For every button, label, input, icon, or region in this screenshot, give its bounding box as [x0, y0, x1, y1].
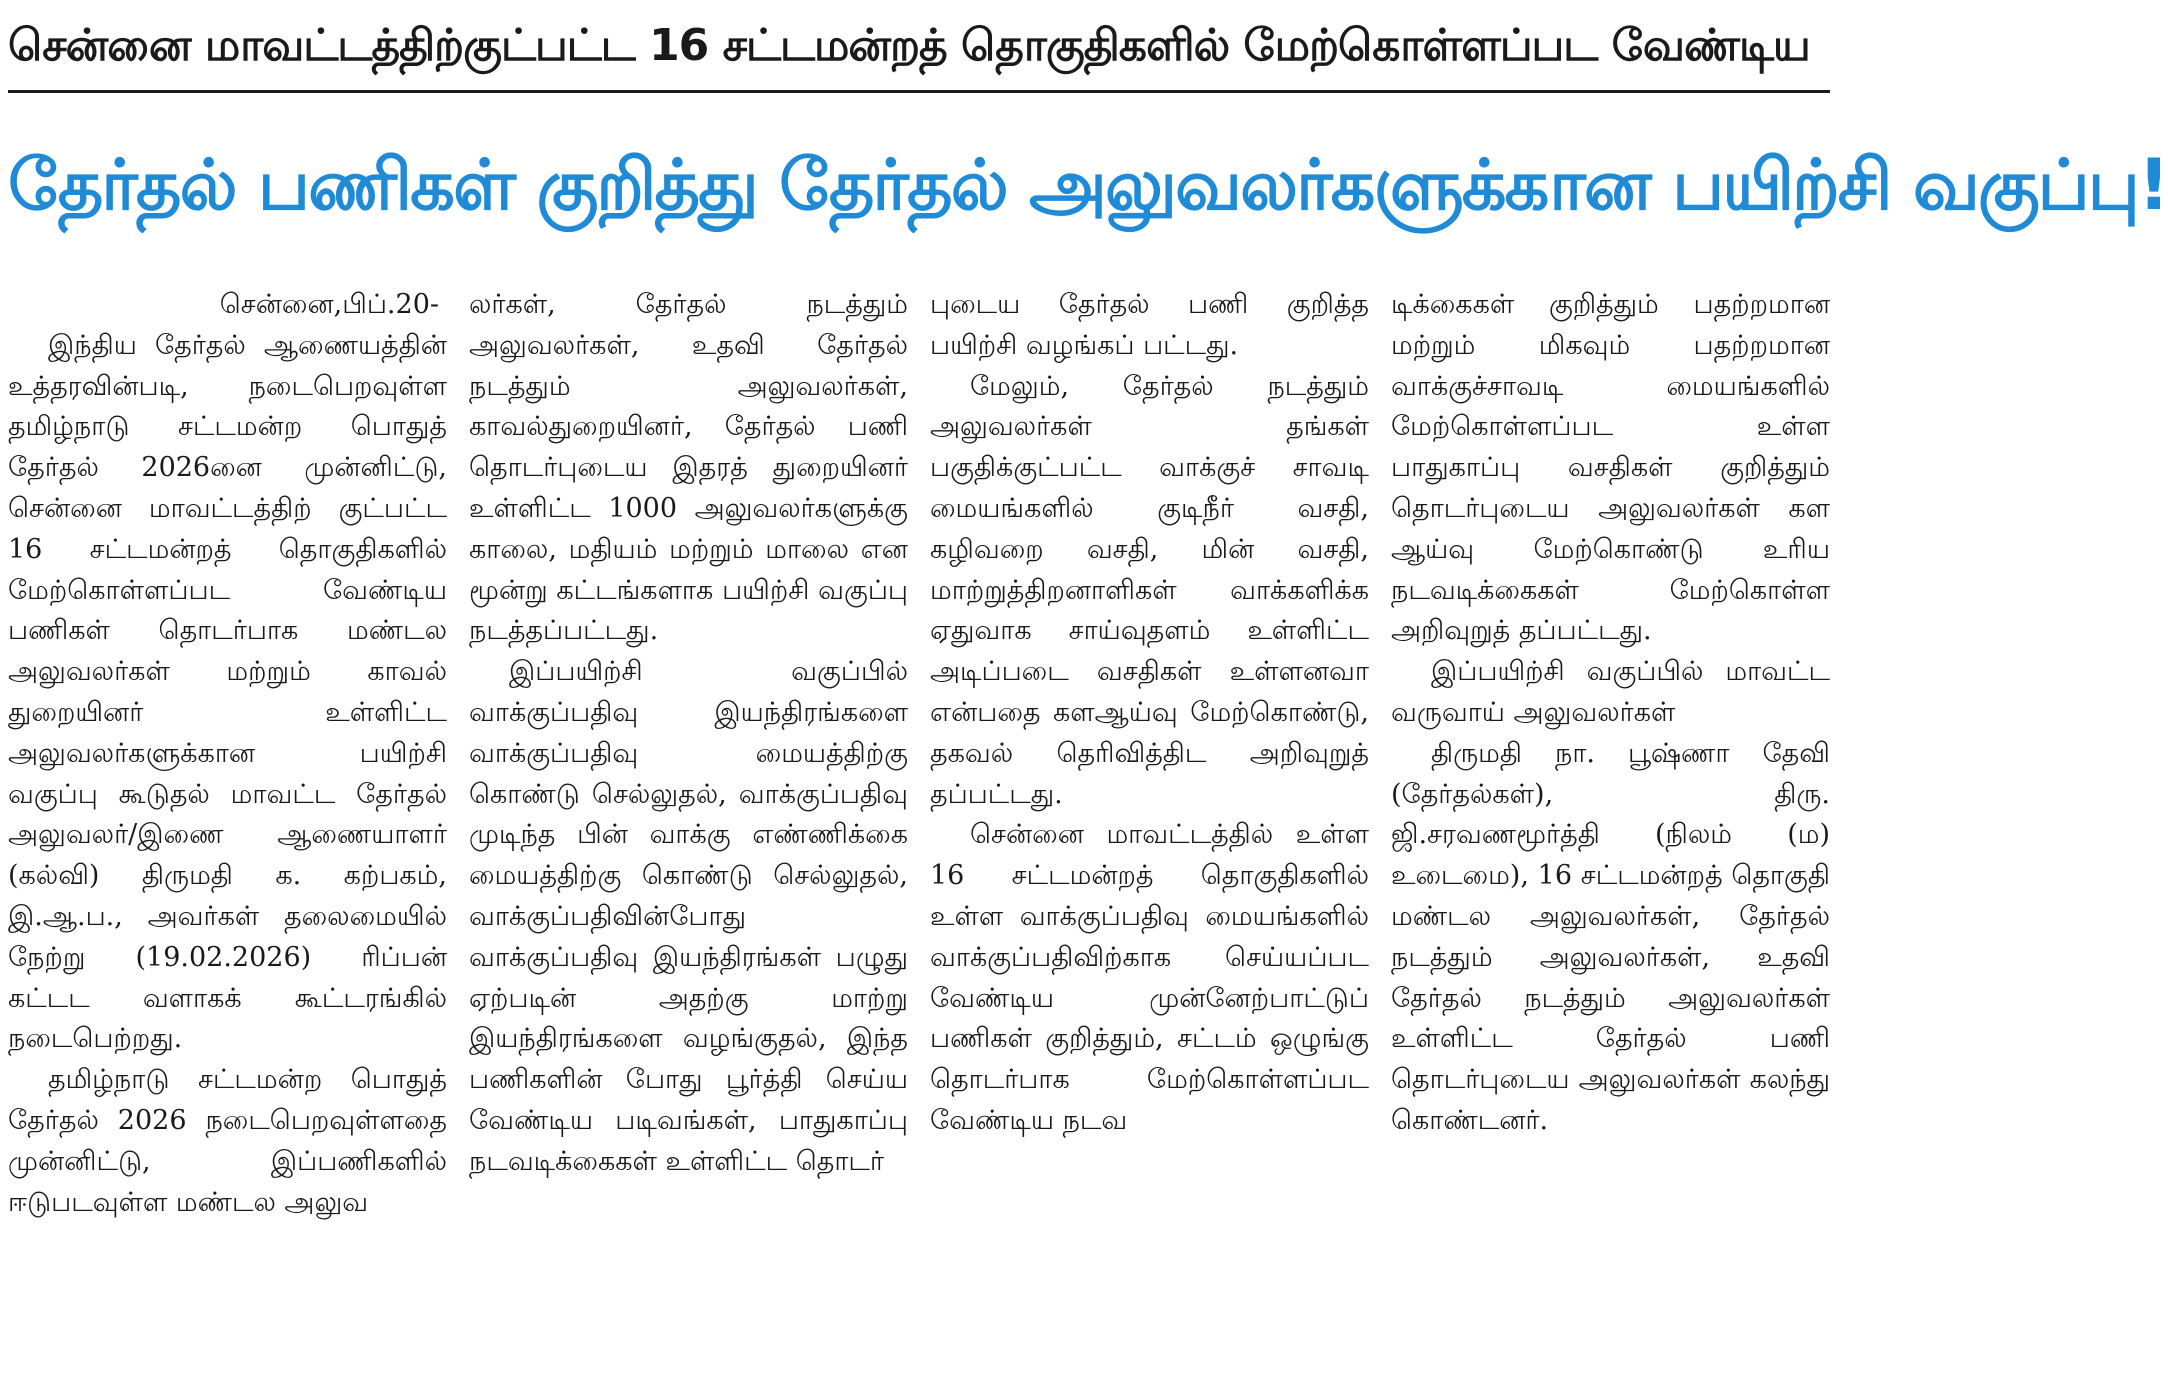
headline: தேர்தல் பணிகள் குறித்து தேர்தல் அலுவலர்களுக்கான பயிற்சி வகுப்பு!: [8, 144, 2168, 226]
paragraph: சென்னை மாவட்டத்தில் உள்ள 16 சட்டமன்றத் தொகுதிகளில் உள்ள வாக்குப்பதிவு மையங்களில் வாக்குப்பதிவிற்காக செய்யப்பட வேண்டிய முன்னேற்பாட்டுப் பணிகள் குறித்தும், சட்டம் ஒழுங்கு தொடர்பாக மேற்கொள்ளப்பட வேண்டிய நடவ: [930, 819, 1369, 1136]
paragraph: மேலும், தேர்தல் நடத்தும் அலுவலர்கள் தங்கள் பகுதிக்குட்பட்ட வாக்குச் சாவடி மையங்களில் குடிநீர் வசதி, கழிவறை வசதி, மின் வசதி, மாற்றுத்திறனாளிகள் வாக்களிக்க ஏதுவாக சாய்வுதளம் உள்ளிட்ட அடிப்படை வசதிகள் உள்ளனவா என்பதை களஆய்வு மேற்கொண்டு, தகவல் தெரிவித்திட அறிவுறுத் தப்பட்டது.: [930, 370, 1369, 810]
article-body: [8, 285, 1830, 1370]
kicker-heading: சென்னை மாவட்டத்திற்குட்பட்ட 16 சட்டமன்றத் தொகுதிகளில் மேற்கொள்ளப்பட வேண்டிய: [8, 20, 1810, 71]
column-1: [8, 285, 447, 1370]
paragraph: திருமதி நா. பூஷ்ணா தேவி (தேர்தல்கள்), திரு. ஜி.சரவணமூர்த்தி (நிலம் (ம) உடைமை), 16 சட்டமன்றத் தொகுதி மண்டல அலுவலர்கள், தேர்தல் நடத்தும் அலுவலர்கள், உதவி தேர்தல் நடத்தும் அலுவலர்கள் உள்ளிட்ட தேர்தல் பணி தொடர்புடைய அலுவலர்கள் கலந்து கொண்டனர்.: [1391, 737, 1830, 1136]
dateline: சென்னை,பிப்.20-: [219, 289, 439, 320]
column-4: [1391, 285, 1830, 1370]
paragraph: இப்பயிற்சி வகுப்பில் மாவட்ட வருவாய் அலுவலர்கள்: [1391, 656, 1830, 728]
heading-divider: [8, 90, 1830, 93]
paragraph: லர்கள், தேர்தல் நடத்தும் அலுவலர்கள், உதவி தேர்தல் நடத்தும் அலுவலர்கள், காவல்துறையினர், தேர்தல் பணி தொடர்புடைய இதரத் துறையினர் உள்ளிட்ட 1000 அலுவலர்களுக்கு காலை, மதியம் மற்றும் மாலை என மூன்று கட்டங்களாக பயிற்சி வகுப்பு நடத்தப்பட்டது.: [469, 289, 908, 647]
column-2: [469, 285, 908, 1370]
paragraph: தமிழ்நாடு சட்டமன்ற பொதுத் தேர்தல் 2026 நடைபெறவுள்ளதை முன்னிட்டு, இப்பணிகளில் ஈடுபடவுள்ள மண்டல அலுவ: [8, 1064, 447, 1218]
column-3: [930, 285, 1369, 1370]
paragraph: டிக்கைகள் குறித்தும் பதற்றமான மற்றும் மிகவும் பதற்றமான வாக்குச்சாவடி மையங்களில் மேற்கொள்ளப்பட உள்ள பாதுகாப்பு வசதிகள் குறித்தும் தொடர்புடைய அலுவலர்கள் கள ஆய்வு மேற்கொண்டு உரிய நடவடிக்கைகள் மேற்கொள்ள அறிவுறுத் தப்பட்டது.: [1391, 289, 1830, 647]
paragraph: இந்திய தேர்தல் ஆணையத்தின் உத்தரவின்படி, நடைபெறவுள்ள தமிழ்நாடு சட்டமன்ற பொதுத் தேர்தல் 2026னை முன்னிட்டு, சென்னை மாவட்டத்திற் குட்பட்ட 16 சட்டமன்றத் தொகுதிகளில் மேற்கொள்ளப்பட வேண்டிய பணிகள் தொடர்பாக மண்டல அலுவலர்கள் மற்றும் காவல் துறையினர் உள்ளிட்ட அலுவலர்களுக்கான பயிற்சி வகுப்பு கூடுதல் மாவட்ட தேர்தல் அலுவலர்/இணை ஆணையாளர் (கல்வி) திருமதி க. கற்பகம், இ.ஆ.ப., அவர்கள் தலைமையில் நேற்று (19.02.2026) ரிப்பன் கட்டட வளாகக் கூட்டரங்கில் நடைபெற்றது.: [8, 329, 447, 1055]
paragraph: இப்பயிற்சி வகுப்பில் வாக்குப்பதிவு இயந்திரங்களை வாக்குப்பதிவு மையத்திற்கு கொண்டு செல்லுதல், வாக்குப்பதிவு முடிந்த பின் வாக்கு எண்ணிக்கை மையத்திற்கு கொண்டு செல்லுதல், வாக்குப்பதிவின்போது வாக்குப்பதிவு இயந்திரங்கள் பழுது ஏற்படின் அதற்கு மாற்று இயந்திரங்களை வழங்குதல், இந்த பணிகளின் போது பூர்த்தி செய்ய வேண்டிய படிவங்கள், பாதுகாப்பு நடவடிக்கைகள் உள்ளிட்ட தொடர்: [469, 656, 908, 1177]
paragraph: புடைய தேர்தல் பணி குறித்த பயிற்சி வழங்கப் பட்டது.: [930, 289, 1369, 361]
